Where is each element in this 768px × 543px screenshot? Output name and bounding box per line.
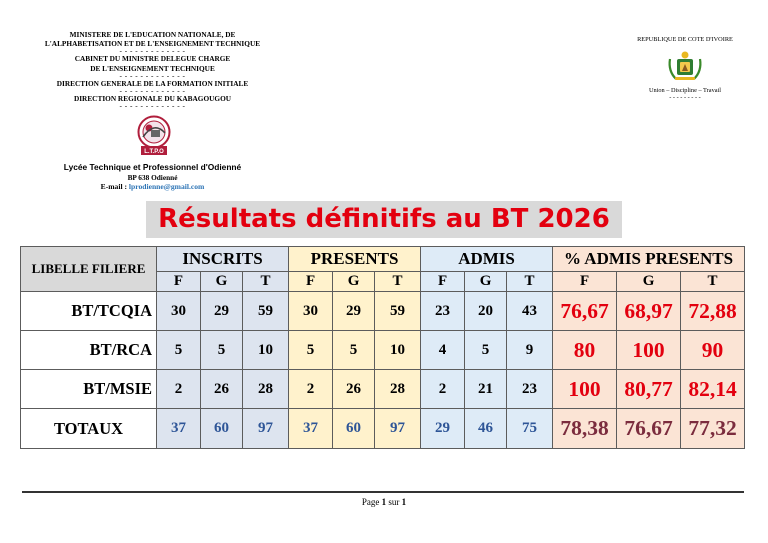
cell-inscrits-g: 26 [201, 370, 243, 409]
total-pct-f: 78,38 [553, 409, 617, 449]
cell-admis-f: 23 [421, 292, 465, 331]
cell-pct-g: 100 [617, 331, 681, 370]
header-separator: - - - - - - - - - - - - - [119, 46, 186, 56]
subheader-t: T [243, 272, 289, 292]
cell-presents-t: 10 [375, 331, 421, 370]
cell-pct-f: 100 [553, 370, 617, 409]
cell-presents-f: 5 [289, 331, 333, 370]
total-presents-g: 60 [333, 409, 375, 449]
page-sur: sur [388, 497, 400, 507]
header-separator: - - - - - - - - - - - - - [119, 70, 186, 80]
header-separator: - - - - - - - - - - - - - [119, 86, 186, 96]
cell-admis-t: 9 [507, 331, 553, 370]
table-row [21, 331, 745, 370]
group-header-inscrits: INSCRITS [157, 247, 289, 272]
email-label: E-mail : [100, 182, 129, 191]
ministry-line-1: MINISTERE DE L'EDUCATION NATIONALE, DE [69, 30, 236, 39]
total-pct-t: 77,32 [681, 409, 745, 449]
cell-admis-f: 4 [421, 331, 465, 370]
cell-pct-t: 90 [681, 331, 745, 370]
cell-pct-t: 72,88 [681, 292, 745, 331]
total-presents-t: 97 [375, 409, 421, 449]
email-link[interactable]: lprodienne@gmail.com [128, 182, 205, 191]
cell-presents-t: 59 [375, 292, 421, 331]
school-info [20, 161, 285, 192]
republic-header [620, 36, 750, 101]
table-row [21, 292, 745, 331]
header-separator: - - - - - - - - - - - - - [119, 101, 186, 111]
cell-admis-f: 2 [421, 370, 465, 409]
subheader-f: F [553, 272, 617, 292]
cell-pct-f: 76,67 [553, 292, 617, 331]
totals-row [21, 409, 745, 449]
cell-admis-g: 21 [465, 370, 507, 409]
subheader-f: F [289, 272, 333, 292]
total-presents-f: 37 [289, 409, 333, 449]
cell-inscrits-g: 29 [201, 292, 243, 331]
cell-presents-g: 5 [333, 331, 375, 370]
cell-admis-t: 23 [507, 370, 553, 409]
subheader-f: F [157, 272, 201, 292]
cell-inscrits-t: 10 [243, 331, 289, 370]
cell-presents-t: 28 [375, 370, 421, 409]
cell-presents-g: 26 [333, 370, 375, 409]
cell-inscrits-f: 2 [157, 370, 201, 409]
cell-inscrits-f: 30 [157, 292, 201, 331]
cell-pct-f: 80 [553, 331, 617, 370]
school-name: Lycée Technique et Professionnel d'Odienné [63, 162, 242, 172]
cabinet-line-1: CABINET DU MINISTRE DELEGUE CHARGE [74, 54, 231, 64]
cell-presents-f: 30 [289, 292, 333, 331]
subheader-g: G [333, 272, 375, 292]
cell-inscrits-g: 5 [201, 331, 243, 370]
subheader-t: T [375, 272, 421, 292]
ministry-line-2: L'ALPHABETISATION ET DE L'ENSEIGNEMENT TECHNIQUE [44, 39, 261, 49]
cell-admis-t: 43 [507, 292, 553, 331]
total-inscrits-t: 97 [243, 409, 289, 449]
cell-inscrits-f: 5 [157, 331, 201, 370]
cell-pct-t: 82,14 [681, 370, 745, 409]
direction-generale: DIRECTION GENERALE DE LA FORMATION INITIALE [56, 78, 249, 88]
row-label: BT/TCQIA [21, 292, 157, 331]
cell-pct-g: 68,97 [617, 292, 681, 331]
row-label: BT/MSIE [21, 370, 157, 409]
footer-divider [22, 491, 744, 493]
subheader-t: T [681, 272, 745, 292]
direction-regionale: DIRECTION REGIONALE DU KABAGOUGOU [73, 94, 232, 104]
cell-pct-g: 80,77 [617, 370, 681, 409]
total-pct-g: 76,67 [617, 409, 681, 449]
total-admis-f: 29 [421, 409, 465, 449]
total-inscrits-f: 37 [157, 409, 201, 449]
cabinet-line-2: DE L'ENSEIGNEMENT TECHNIQUE [90, 63, 215, 73]
total-admis-g: 46 [465, 409, 507, 449]
national-motto: Union – Discipline – Travail [648, 87, 722, 94]
country-name: REPUBLIQUE DE COTE D'IVOIRE [637, 36, 733, 43]
group-header-presents: PRESENTS [289, 247, 421, 272]
results-table [20, 246, 745, 449]
subheader-t: T [507, 272, 553, 292]
school-logo [134, 115, 174, 157]
group-header-pct: % ADMIS PRESENTS [553, 247, 745, 272]
cell-presents-f: 2 [289, 370, 333, 409]
row-label: BT/RCA [21, 331, 157, 370]
motto-separator: - - - - - - - - - [669, 94, 701, 101]
logo-text: L.T.P.O [144, 149, 164, 155]
school-email [20, 182, 285, 192]
subheader-g: G [617, 272, 681, 292]
page-footer [0, 497, 768, 507]
cell-inscrits-t: 59 [243, 292, 289, 331]
total-admis-t: 75 [507, 409, 553, 449]
subheader-g: G [465, 272, 507, 292]
totals-label: TOTAUX [21, 409, 157, 449]
cell-inscrits-t: 28 [243, 370, 289, 409]
table-row [21, 370, 745, 409]
subheader-g: G [201, 272, 243, 292]
total-inscrits-g: 60 [201, 409, 243, 449]
cell-admis-g: 5 [465, 331, 507, 370]
cell-admis-g: 20 [465, 292, 507, 331]
ministry-header [30, 30, 275, 109]
page-total: 1 [401, 497, 407, 507]
corner-label: LIBELLE FILIERE [21, 247, 157, 292]
group-header-admis: ADMIS [421, 247, 553, 272]
page-number: 1 [381, 497, 387, 507]
cell-presents-g: 29 [333, 292, 375, 331]
page-title: Résultats définitifs au BT 2026 [146, 201, 622, 238]
coat-of-arms-icon [666, 49, 704, 85]
page-label: Page [361, 497, 380, 507]
school-postal-box: BP 638 Odienné [127, 173, 178, 182]
subheader-f: F [421, 272, 465, 292]
